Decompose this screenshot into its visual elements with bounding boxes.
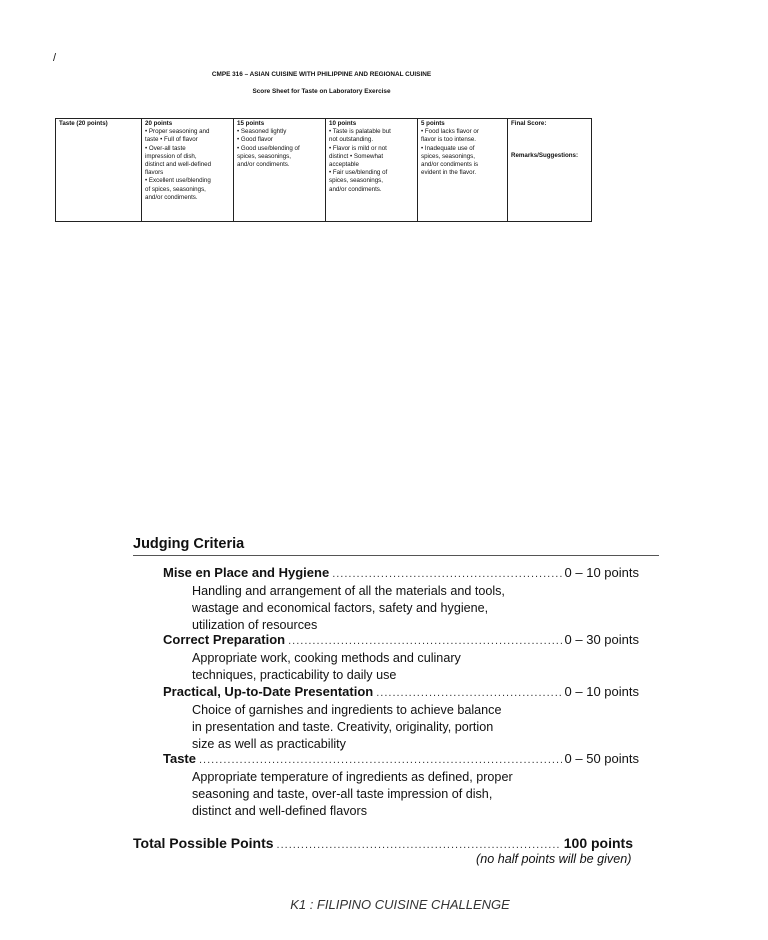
criterion-cell	[56, 119, 142, 222]
score-line: and/or condiments is	[421, 161, 479, 169]
criterion-description	[192, 650, 639, 684]
criterion-name: Taste	[163, 751, 196, 766]
score-line: • Flavor is mild or not	[329, 144, 387, 152]
spacer	[511, 128, 588, 152]
final-score-cell	[508, 119, 592, 222]
leader-dots	[199, 754, 562, 766]
score-heading: 20 points	[145, 120, 173, 127]
criterion-presentation	[163, 684, 639, 753]
description-line: distinct and well-defined flavors	[192, 804, 368, 818]
total-points: 100 points	[563, 835, 633, 851]
half-points-note: (no half points will be given)	[476, 852, 632, 866]
score-line: and/or condiments.	[145, 193, 198, 201]
score-line: not outstanding.	[329, 136, 374, 144]
score-line: • Good flavor	[237, 136, 273, 144]
score-line: • Excellent use/blending	[145, 177, 211, 185]
leader-dots	[288, 635, 561, 647]
description-line: utilization of resources	[192, 618, 318, 632]
page-mark: /	[53, 52, 57, 64]
score-line: and/or condiments.	[329, 185, 382, 193]
score-heading: 15 points	[237, 120, 265, 127]
score-line: spices, seasonings,	[421, 152, 475, 160]
total-points-row	[133, 835, 633, 853]
leader-dots	[332, 568, 561, 580]
score-line: impression of dish,	[145, 152, 197, 160]
score-line: spices, seasonings,	[237, 152, 291, 160]
criterion-description	[192, 702, 639, 753]
score-line: taste • Full of flavor	[145, 136, 198, 144]
criterion-name: Correct Preparation	[163, 632, 286, 647]
score-heading: 10 points	[329, 120, 357, 127]
score-line: distinct • Somewhat	[329, 152, 384, 160]
description-line: Appropriate work, cooking methods and culinary	[192, 651, 461, 665]
criterion-points: 0 – 50 points	[564, 751, 639, 766]
score-line: distinct and well-defined	[145, 161, 212, 169]
criterion-points: 0 – 10 points	[564, 565, 639, 580]
criterion-correct-preparation	[163, 632, 639, 684]
remarks-label: Remarks/Suggestions:	[511, 152, 579, 160]
score-line: acceptable	[329, 161, 359, 169]
score-table	[55, 118, 592, 222]
criterion-label: Taste (20 points)	[59, 120, 108, 127]
criterion-name: Practical, Up-to-Date Presentation	[163, 684, 374, 699]
score-line: • Seasoned lightly	[237, 128, 287, 136]
criterion-description	[192, 769, 639, 820]
description-line: Handling and arrangement of all the materials and tools,	[192, 584, 505, 598]
score-line: flavors	[145, 169, 164, 177]
score-line: spices, seasonings,	[329, 177, 383, 185]
score-line: • Fair use/blending of	[329, 169, 388, 177]
course-title: CMPE 316 – ASIAN CUISINE WITH PHILIPPINE AND REGIONAL CUISINE	[211, 71, 432, 78]
score-line: of spices, seasonings,	[145, 185, 206, 193]
criterion-taste	[163, 751, 639, 820]
total-label: Total Possible Points	[133, 835, 274, 851]
judging-criteria-title: Judging Criteria	[133, 536, 245, 552]
score-row	[56, 119, 592, 222]
leader-dots	[376, 687, 561, 699]
footer-caption: K1 : FILIPINO CUISINE CHALLENGE	[290, 897, 510, 912]
description-line: Appropriate temperature of ingredients as defined, proper	[192, 770, 513, 784]
description-line: seasoning and taste, over-all taste impression of dish,	[192, 787, 493, 801]
score-cell-10	[326, 119, 418, 222]
criterion-points: 0 – 30 points	[564, 632, 639, 647]
score-line: • Inadequate use of	[421, 144, 475, 152]
leader-dots	[277, 839, 561, 851]
description-line: in presentation and taste. Creativity, originality, portion	[192, 720, 494, 734]
score-line: • Proper seasoning and	[145, 128, 210, 136]
score-line: • Over-all taste	[145, 144, 186, 152]
score-line: • Food lacks flavor or	[421, 128, 479, 136]
score-line: • Taste is palatable but	[329, 128, 391, 136]
title-divider	[133, 555, 659, 556]
score-line: and/or condiments.	[237, 161, 290, 169]
criterion-name: Mise en Place and Hygiene	[163, 565, 330, 580]
description-line: wastage and economical factors, safety and hygiene,	[192, 601, 489, 615]
score-line: • Good use/blending of	[237, 144, 300, 152]
score-line: flavor is too intense.	[421, 136, 477, 144]
final-score-label: Final Score:	[511, 120, 547, 127]
criterion-mise-en-place	[163, 565, 639, 634]
sheet-title: Score Sheet for Taste on Laboratory Exercise	[252, 88, 391, 95]
score-cell-5	[418, 119, 508, 222]
score-heading: 5 points	[421, 120, 445, 127]
score-cell-15	[234, 119, 326, 222]
description-line: size as well as practicability	[192, 737, 346, 751]
description-line: Choice of garnishes and ingredients to achieve balance	[192, 703, 502, 717]
description-line: techniques, practicability to daily use	[192, 668, 397, 682]
criterion-description	[192, 583, 639, 634]
score-line: evident in the flavor.	[421, 169, 477, 177]
criterion-points: 0 – 10 points	[564, 684, 639, 699]
score-cell-20	[142, 119, 234, 222]
